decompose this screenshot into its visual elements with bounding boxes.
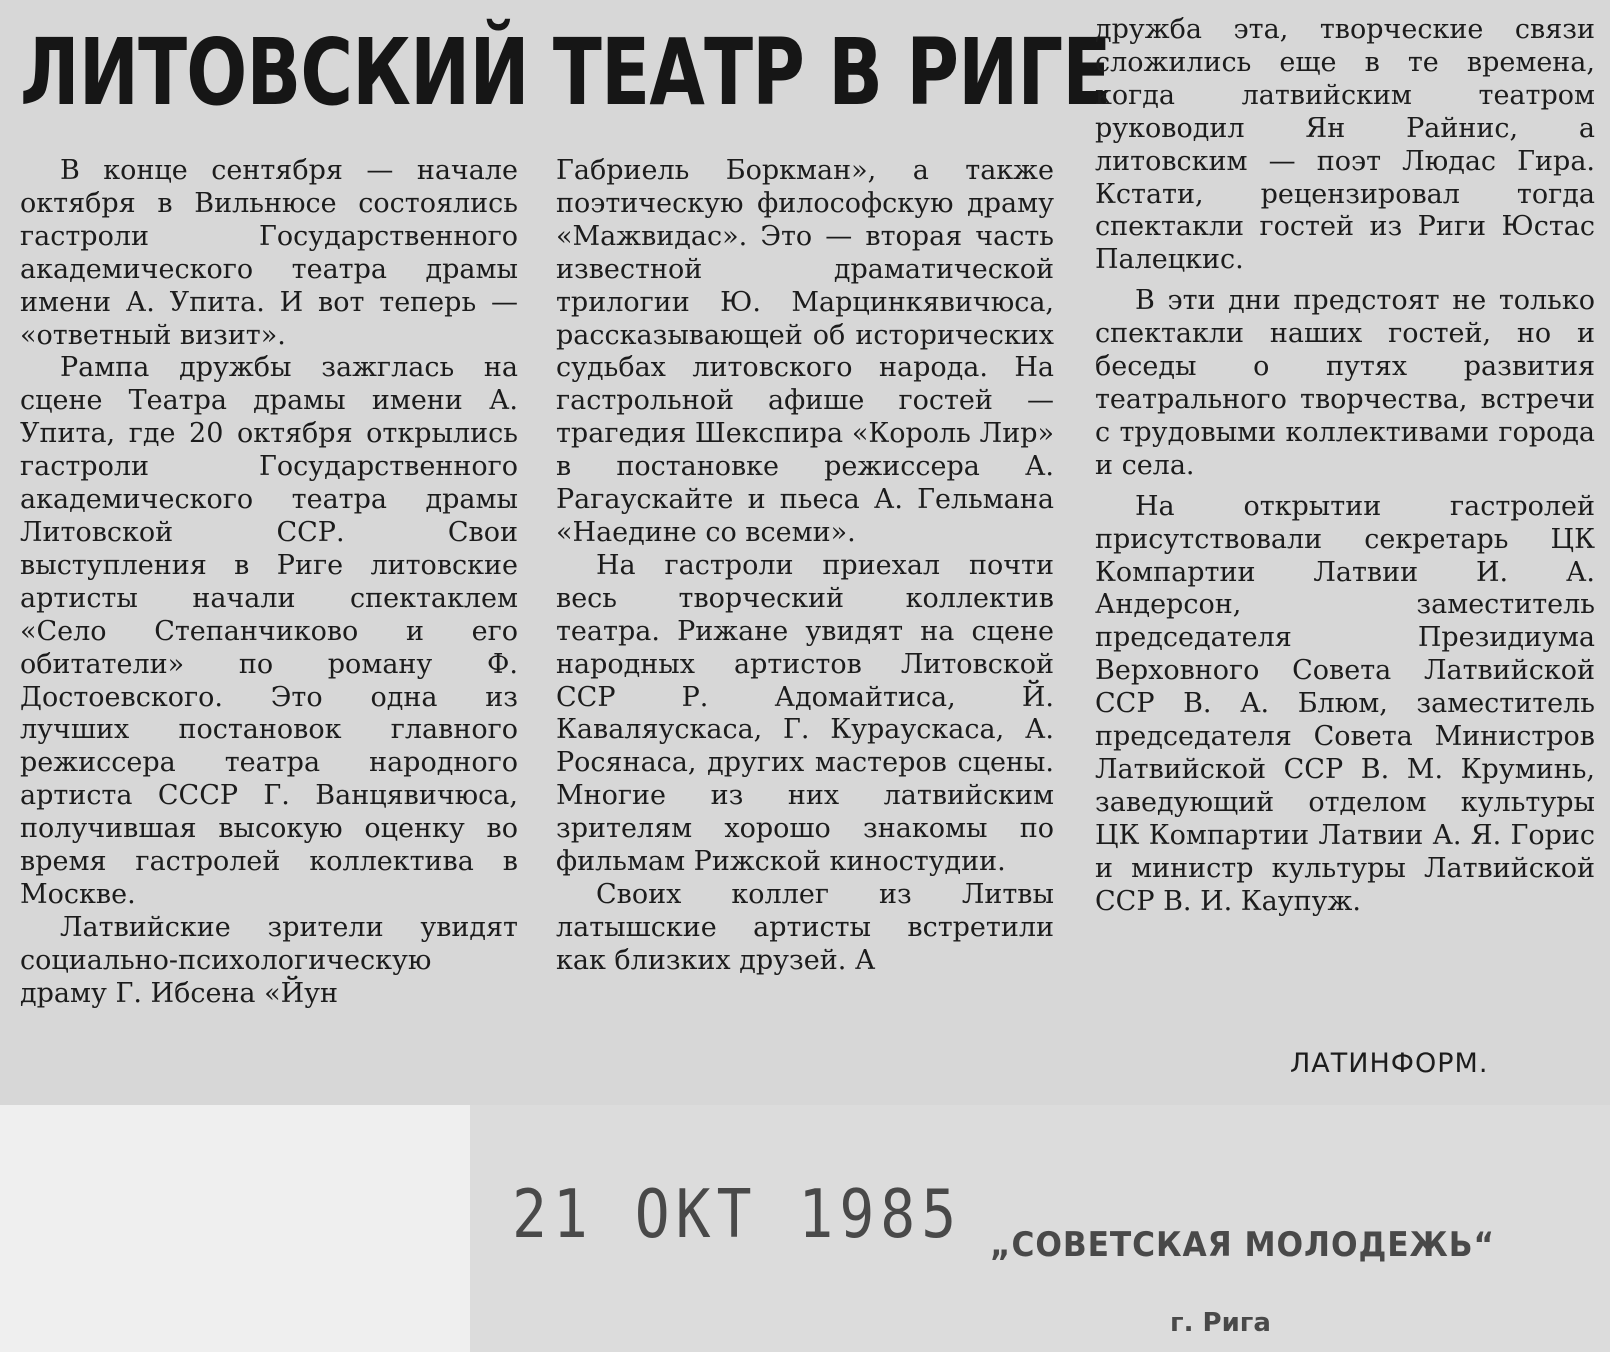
article-column-1 xyxy=(20,155,518,1011)
article-column-2 xyxy=(556,155,1054,978)
paragraph: Своих коллег из Литвы латышские артисты встретили как близких друзей. А xyxy=(556,878,1054,976)
date-stamp: 21 OKT 1985 xyxy=(512,1174,963,1254)
city-stamp: г. Рига xyxy=(1170,1308,1271,1338)
article-headline: ЛИТОВСКИЙ ТЕАТР В РИГЕ xyxy=(20,19,1111,126)
paragraph: дружба эта, творческие связи сложились еще в те времена, когда латвийским театром руководил Ян Райнис, а литовским — поэт Людас Гира. Кстати, рецензировал тогда спектакли гостей из Риги Юстас Палецкис. xyxy=(1095,14,1595,276)
article-signoff: ЛАТИНФОРМ. xyxy=(1290,1048,1489,1079)
paragraph: Рампа дружбы зажглась на сцене Театра драмы имени А. Упита, где 20 октября открылись гастроли Государственного академического театра драмы Литовской ССР. Свои выступления в Риге литовские артисты начали спектаклем «Село Степанчиково и его обитатели» по роману Ф. Достоевского. Это одна из лучших постановок главного режиссера театра народного артиста СССР Г. Ванцявичюса, получившая высокую оценку во время гастролей коллектива в Москве. xyxy=(20,352,518,910)
paragraph: Латвийские зрители увидят социально-психологическую драму Г. Ибсена «Йун xyxy=(20,911,518,1009)
paragraph: На открытии гастролей присутствовали секретарь ЦК Компартии Латвии И. А. Андерсон, заместитель председателя Президиума Верховного Совета Латвийской ССР В. А. Блюм, заместитель председателя Совета Министров Латвийской ССР В. М. Круминь, заведующий отделом культуры ЦК Компартии Латвии А. Я. Горис и министр культуры Латвийской ССР В. И. Каупуж. xyxy=(1095,490,1595,917)
newspaper-stamp: „СОВЕТСКАЯ МОЛОДЕЖЬ“ xyxy=(990,1225,1495,1265)
blank-margin xyxy=(0,1105,470,1352)
paragraph: В конце сентября — начале октября в Вильнюсе состоялись гастроли Государственного академического театра драмы имени А. Упита. И вот теперь — «ответный визит». xyxy=(20,155,518,351)
paragraph: В эти дни предстоят не только спектакли наших гостей, но и беседы о путях развития театрального творчества, встречи с трудовыми коллективами города и села. xyxy=(1095,285,1595,481)
paragraph: На гастроли приехал почти весь творческий коллектив театра. Рижане увидят на сцене народных артистов Литовской ССР Р. Адомайтиса, Й. Каваляускаса, Г. Кураускаса, А. Росянаса, других мастеров сцены. Многие из них латвийским зрителям хорошо знакомы по фильмам Рижской киностудии. xyxy=(556,549,1054,878)
paragraph: Габриель Боркман», а также поэтическую философскую драму «Мажвидас». Это — вторая часть известной драматической трилогии Ю. Марцинкявичюса, рассказывающей об исторических судьбах литовского народа. На гастрольной афише гостей — трагедия Шекспира «Король Лир» в постановке режиссера А. Рагаускайте и пьеса А. Гельмана «Наедине со всеми». xyxy=(556,155,1054,548)
article-column-3 xyxy=(1095,14,1595,918)
